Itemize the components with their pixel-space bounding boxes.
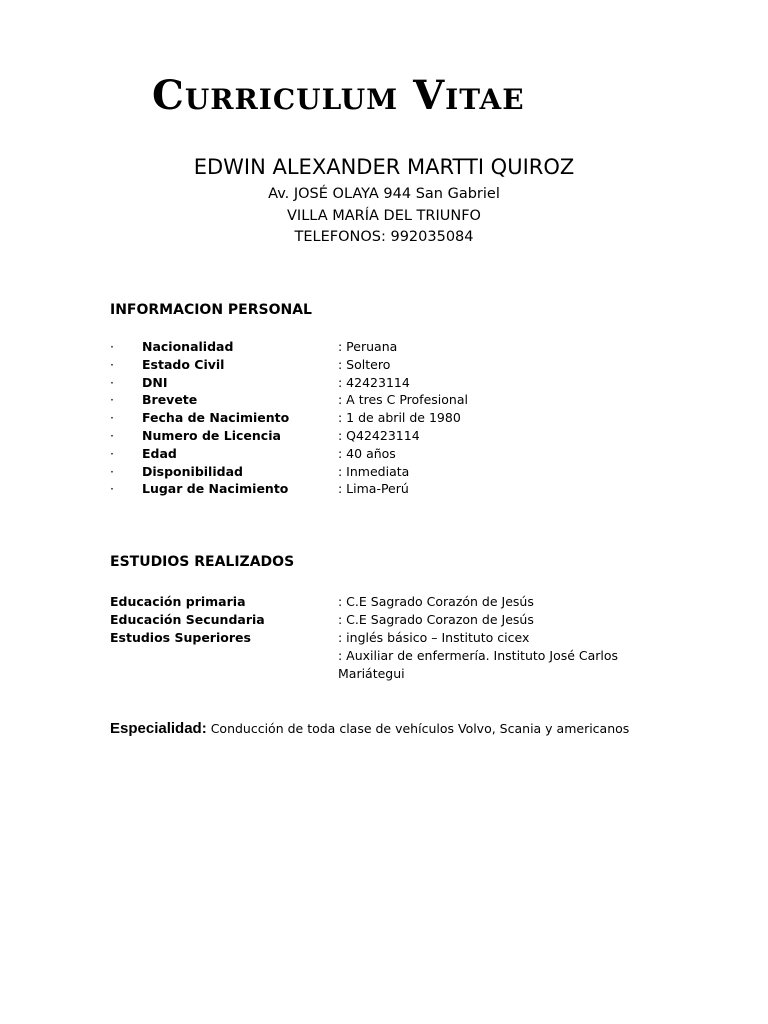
bullet: ·	[110, 374, 114, 390]
field-label: Numero de Licencia	[142, 427, 281, 443]
list-item	[110, 593, 730, 611]
field-value: : 40 años	[338, 445, 396, 461]
list-item	[110, 629, 730, 647]
field-label: Estado Civil	[142, 356, 225, 372]
bullet: ·	[110, 392, 114, 408]
field-label: Nacionalidad	[142, 339, 234, 354]
list-item	[110, 374, 710, 392]
study-label: Educación primaria	[110, 594, 246, 609]
field-value: : Lima-Perú	[338, 481, 409, 497]
address-line-2: VILLA MARÍA DEL TRIUNFO	[287, 208, 481, 224]
field-value: : 1 de abril de 1980	[338, 410, 461, 426]
study-label: Educación Secundaria	[110, 612, 265, 627]
field-value: : Inmediata	[338, 463, 410, 479]
field-label: Brevete	[142, 392, 198, 408]
bullet: ·	[110, 427, 114, 443]
address-line-1: Av. JOSÉ OLAYA 944 San Gabriel	[268, 186, 500, 202]
bullet: ·	[110, 481, 114, 497]
list-item	[110, 463, 710, 481]
list-item	[110, 427, 710, 445]
field-value: : Q42423114	[338, 427, 420, 443]
personal-info-heading: INFORMACION PERSONAL	[110, 302, 312, 318]
document-title: Curriculum Vitae	[152, 72, 525, 119]
field-label: DNI	[142, 374, 168, 390]
bullet: ·	[110, 410, 114, 426]
phone-line: TELEFONOS: 992035084	[294, 229, 474, 245]
list-item	[110, 445, 710, 463]
list-item	[110, 391, 710, 409]
bullet: ·	[110, 463, 114, 479]
study-label: Estudios Superiores	[110, 630, 251, 645]
studies-heading: ESTUDIOS REALIZADOS	[110, 554, 295, 570]
candidate-name: EDWIN ALEXANDER MARTTI QUIROZ	[193, 155, 575, 179]
list-item	[110, 356, 710, 374]
study-value: : C.E Sagrado Corazón de Jesús	[338, 594, 534, 609]
study-value: : Auxiliar de enfermería. Instituto José Carlos Mariátegui	[338, 648, 619, 681]
studies-list	[110, 593, 730, 683]
field-value: : 42423114	[338, 374, 410, 390]
bullet: ·	[110, 339, 114, 354]
list-item	[110, 480, 710, 498]
study-value: : C.E Sagrado Corazon de Jesús	[338, 612, 534, 627]
field-label: Edad	[142, 445, 177, 461]
list-item	[110, 611, 730, 629]
field-value: : Soltero	[338, 356, 391, 372]
list-item	[110, 409, 710, 427]
study-value: : inglés básico – Instituto cicex	[338, 630, 530, 645]
personal-info-list	[110, 338, 710, 498]
specialty-label: Especialidad:	[110, 720, 207, 737]
field-label: Lugar de Nacimiento	[142, 481, 289, 497]
list-item	[110, 647, 730, 683]
bullet: ·	[110, 356, 114, 372]
specialty-text: Conducción de toda clase de vehículos Volvo, Scania y americanos	[210, 721, 630, 736]
field-label: Disponibilidad	[142, 463, 243, 479]
list-item	[110, 338, 710, 356]
field-label: Fecha de Nacimiento	[142, 410, 290, 426]
bullet: ·	[110, 445, 114, 461]
field-value: : Peruana	[338, 339, 398, 354]
specialty-line	[110, 719, 629, 739]
field-value: : A tres C Profesional	[338, 392, 468, 408]
